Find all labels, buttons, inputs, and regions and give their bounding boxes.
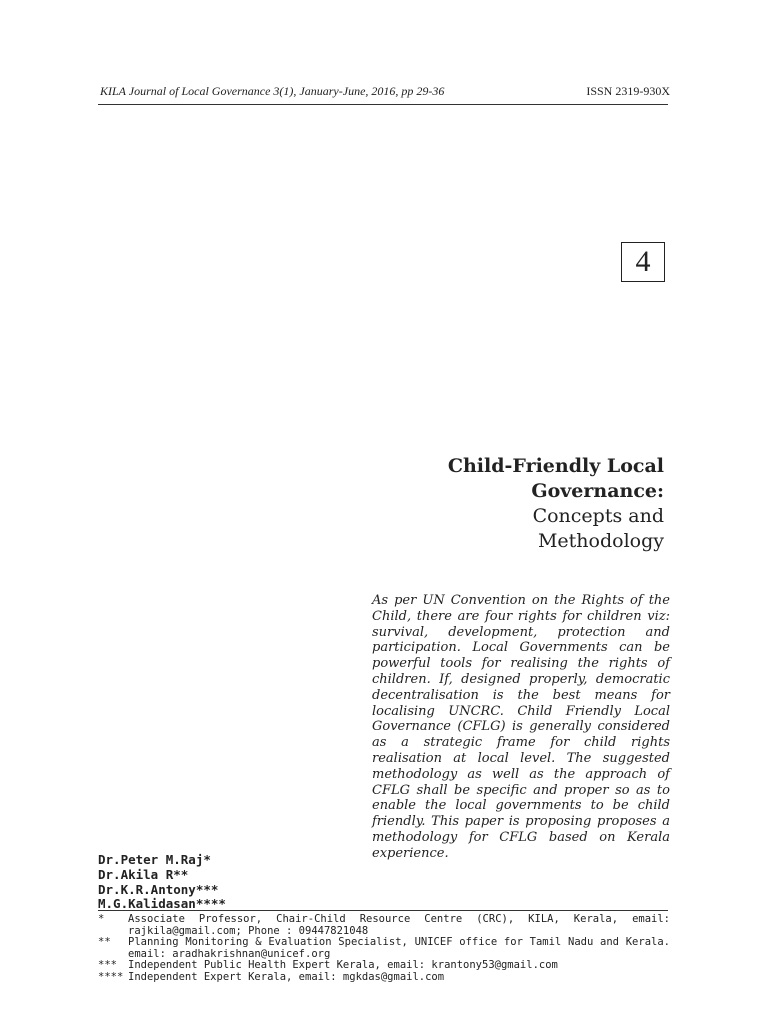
- footnote-text: Associate Professor, Chair-Child Resource Centre (CRC), KILA, Kerala, email: rajkila@gmail.com; Phone : 09447821048: [128, 913, 670, 937]
- footnote-text: Independent Expert Kerala, email: mgkdas@gmail.com: [128, 970, 445, 983]
- footnote-rule: [98, 910, 668, 911]
- footnote: [98, 972, 670, 984]
- author-name: Dr.K.R.Antony***: [98, 881, 219, 897]
- footnotes: [98, 914, 670, 984]
- author-name: M.G.Kalidasan****: [98, 896, 226, 912]
- title-line-4: Methodology: [537, 530, 664, 552]
- title-line-2: Governance:: [531, 480, 664, 502]
- journal-citation: KILA Journal of Local Governance 3(1), January-June, 2016, pp 29-36: [100, 84, 445, 98]
- chapter-number: 4: [621, 242, 665, 282]
- footnote: [98, 914, 670, 937]
- header-rule: [98, 104, 668, 105]
- title-line-3: Concepts and: [532, 505, 664, 527]
- author-name: Dr.Akila R**: [98, 866, 189, 882]
- footnote-mark: *: [98, 913, 105, 925]
- footnote-mark: **: [98, 936, 111, 949]
- footnote-mark: ***: [98, 959, 117, 972]
- author-name: Dr.Peter M.Raj*: [98, 852, 211, 867]
- paper-title: [344, 454, 664, 554]
- footnote: [98, 937, 670, 960]
- title-line-1: Child-Friendly Local: [447, 455, 664, 477]
- author-list: [98, 853, 348, 912]
- footnote-mark: ****: [98, 970, 124, 983]
- issn: ISSN 2319-930X: [586, 84, 670, 98]
- footnote-text: Planning Monitoring & Evaluation Specialist, UNICEF office for Tamil Nadu and Kerala. email: aradhakrishnan@unicef.org: [128, 936, 670, 960]
- abstract: As per UN Convention on the Rights of the Child, there are four rights for children viz: survival, development, protection and participation. Local Governments can be powerful tools for realising the rights of children. If, designed properly, democratic decentralisation is the best means for localising UNCRC. Child Friendly Local Governance (CFLG) is generally considered as a strategic frame for child rights realisation at local level. The suggested methodology as well as the approach of CFLG shall be specific and proper so as to enable the local governments to be child friendly. This paper is proposing proposes a methodology for CFLG based on Kerala experience.: [372, 593, 670, 861]
- footnote-text: Independent Public Health Expert Kerala, email: krantony53@gmail.com: [128, 959, 558, 972]
- running-header: [100, 84, 670, 99]
